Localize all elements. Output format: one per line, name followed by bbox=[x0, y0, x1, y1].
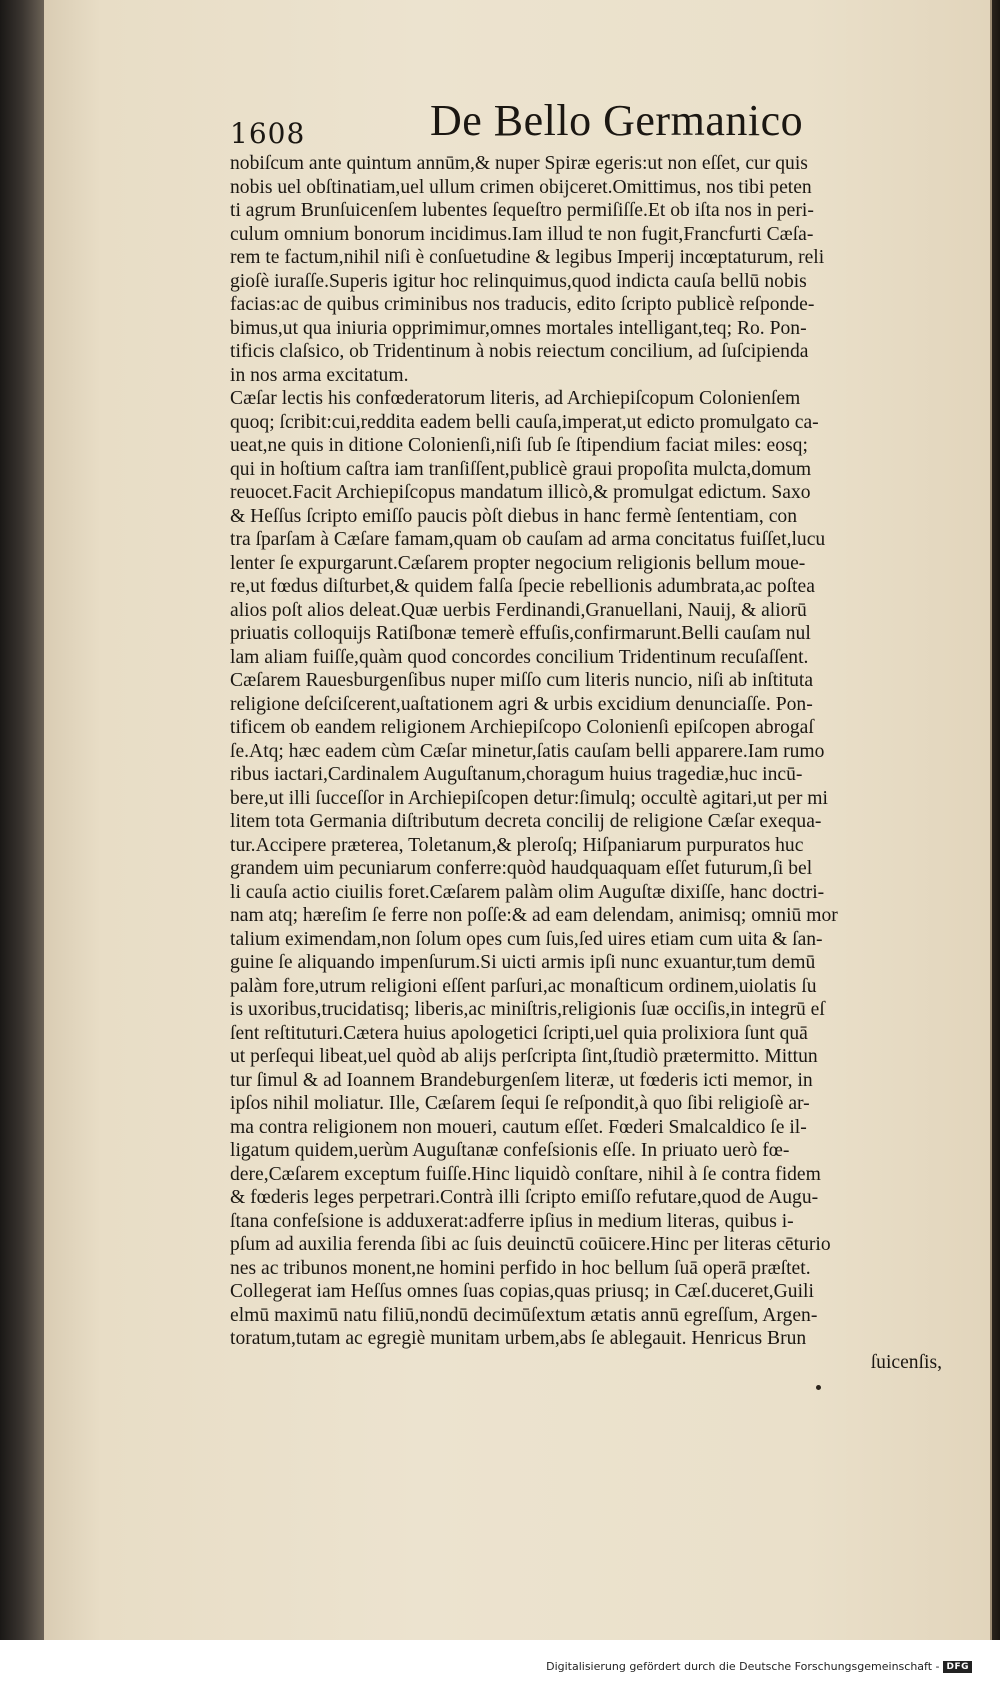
text-line: talium eximendam,non ſolum opes cum ſuis,ſed uires etiam cum uita & ſan- bbox=[230, 928, 823, 950]
text-line: quoq; ſcribit:cui,reddita eadem belli cauſa,imperat,ut edicto promulgato ca- bbox=[230, 411, 819, 433]
text-line: Collegerat iam Heſſus omnes ſuas copias,quas priusq; in Cæſ.duceret,Guili bbox=[230, 1281, 814, 1302]
text-line: nam atq; hæreſim ſe ferre non poſſe:& ad eam delendam, animisq; omniū mor bbox=[230, 905, 838, 926]
text-line: ti agrum Brunſuicenſem lubentes ſequeſtro permiſiſſe.Et ob iſta nos in peri- bbox=[230, 200, 814, 221]
body-text bbox=[230, 152, 942, 1374]
text-line: is uxoribus,trucidatisq; liberis,ac miniſtris,religionis ſuæ occiſis,in integrū eſ bbox=[230, 999, 825, 1020]
text-line: nobiſcum ante quintum annūm,& nuper Spiræ egeris:ut non eſſet, cur quis bbox=[230, 153, 808, 174]
running-head bbox=[230, 95, 930, 155]
text-line: toratum,tutam ac egregiè munitam urbem,abs ſe ablegauit. Henricus Brun bbox=[230, 1328, 807, 1349]
text-line: in nos arma excitatum. bbox=[230, 364, 409, 386]
text-line: bimus,ut qua iniuria opprimimur,omnes mortales intelligant,teq; Ro. Pon- bbox=[230, 317, 807, 339]
text-line: grandem uim pecuniarum conferre:quòd haudquaquam eſſet futurum,ſi bel bbox=[230, 858, 813, 879]
text-line: dere,Cæſarem exceptum fuiſſe.Hinc liquidò conſtare, nihil à ſe contra fidem bbox=[230, 1163, 821, 1185]
text-line: rem te factum,nihil niſi è conſuetudine & legibus Imperij incœptaturum, reli bbox=[230, 247, 825, 268]
text-line: ribus iactari,Cardinalem Auguſtanum,choragum huius tragediæ,huc incū- bbox=[230, 764, 803, 785]
text-line: lam aliam fuiſſe,quàm quod concordes concilium Tridentinum recuſaſſent. bbox=[230, 646, 809, 668]
text-line: tra ſparſam à Cæſare famam,quam ob cauſam ad arma concitatus fuiſſet,lucu bbox=[230, 529, 826, 550]
footer-credit: Digitalisierung gefördert durch die Deutsche Forschungsgemeinschaft - bbox=[546, 1660, 940, 1673]
text-line: ſtana confeſsione is adduxerat:adferre ipſius in medium literas, quibus i- bbox=[230, 1210, 794, 1232]
text-line: ueat,ne quis in ditione Colonienſi,niſi ſub ſe ſtipendium faciat miles: eosq; bbox=[230, 435, 808, 456]
catchword: ſuicenſis, bbox=[870, 1351, 942, 1373]
text-line: & Heſſus ſcripto emiſſo paucis pòſt diebus in hanc fermè ſententiam, con bbox=[230, 505, 797, 527]
book-page bbox=[44, 0, 992, 1640]
text-line: priuatis colloquijs Ratiſbonæ temerè effuſis,confirmarunt.Belli cauſam nul bbox=[230, 623, 811, 644]
running-title: De Bello Germanico bbox=[430, 96, 804, 145]
text-line: ma contra religionem non moueri, cautum eſſet. Fœderi Smalcaldico ſe il- bbox=[230, 1116, 807, 1138]
text-line: gioſè iuraſſe.Superis igitur hoc relinquimus,quod indicta cauſa bellū nobis bbox=[230, 270, 807, 292]
text-line: ſent reſtituturi.Cætera huius apologetici ſcripti,uel quia prolixiora ſunt quā bbox=[230, 1022, 808, 1044]
text-line: tur ſimul & ad Ioannem Brandeburgenſem literæ, ut fœderis icti memor, in bbox=[230, 1069, 813, 1091]
text-line: ligatum quidem,uerùm Auguſtanæ confeſsionis eſſe. In priuato uerò fœ- bbox=[230, 1140, 790, 1161]
text-line: pſum ad auxilia ferenda ſibi ac ſuis deuinctū coūicere.Hinc per literas cēturio bbox=[230, 1234, 831, 1255]
book-binding-edge bbox=[0, 0, 44, 1640]
dfg-logo-icon: DFG bbox=[943, 1661, 972, 1673]
page-number: 1608 bbox=[230, 117, 306, 150]
text-line: alios poſt alios deleat.Quæ uerbis Ferdinandi,Granuellani, Nauij, & aliorū bbox=[230, 599, 807, 621]
text-line: guine ſe aliquando impenſurum.Si uicti armis ipſi nunc exuantur,tum demū bbox=[230, 952, 816, 973]
text-line: qui in hoſtium caſtra iam tranſiſſent,publicè graui propoſita mulcta,domum bbox=[230, 458, 812, 480]
text-line: ut perſequi libeat,uel quòd ab alijs perſcripta ſint,ſtudiò prætermitto. Mittun bbox=[230, 1046, 818, 1067]
text-line: facias:ac de quibus criminibus nos traducis, edito ſcripto publicè reſponde- bbox=[230, 294, 815, 315]
digitization-footer bbox=[0, 1640, 1000, 1683]
text-line: li cauſa actio ciuilis foret.Cæſarem palàm olim Auguſtæ dixiſſe, hanc doctri- bbox=[230, 881, 825, 903]
ink-speck bbox=[816, 1385, 821, 1390]
text-line: bere,ut illi ſucceſſor in Archiepiſcopen detur:ſimulq; occultè agitari,ut per mi bbox=[230, 787, 828, 809]
text-line: elmū maximū natu filiū,nondū decimūſextum ætatis annū egreſſum, Argen- bbox=[230, 1304, 818, 1326]
text-line: ſe.Atq; hæc eadem cùm Cæſar minetur,ſatis cauſam belli apparere.Iam rumo bbox=[230, 740, 825, 762]
text-line: litem tota Germania diſtributum decreta concilij de religione Cæſar exequa- bbox=[230, 811, 822, 832]
text-line: lenter ſe expurgarunt.Cæſarem propter negocium religionis bellum moue- bbox=[230, 552, 806, 574]
text-line: re,ut fœdus diſturbet,& quidem falſa ſpecie rebellionis adumbrata,ac poſtea bbox=[230, 576, 815, 597]
text-line: Cæſar lectis his confœderatorum literis, ad Archiepiſcopum Colonienſem bbox=[230, 388, 801, 409]
text-line: nobis uel obſtinatiam,uel ullum crimen obijceret.Omittimus, nos tibi peten bbox=[230, 176, 812, 198]
text-line: tificem ob eandem religionem Archiepiſcopo Colonienſi epiſcopen abrogaſ bbox=[230, 717, 814, 738]
text-line: reuocet.Facit Archiepiſcopus mandatum illicò,& promulgat edictum. Saxo bbox=[230, 482, 811, 503]
text-line: Cæſarem Rauesburgenſibus nuper miſſo cum literis nuncio, niſi ab inſtituta bbox=[230, 670, 814, 691]
text-line: nes ac tribunos monent,ne homini perfido in hoc bellum ſuā operā præſtet. bbox=[230, 1257, 811, 1279]
text-line: religione deſciſcerent,uaſtationem agri & urbis excidium denunciaſſe. Pon- bbox=[230, 693, 813, 715]
text-line: & fœderis leges perpetrari.Contrà illi ſcripto emiſſo refutare,quod de Augu- bbox=[230, 1187, 819, 1208]
text-line: palàm fore,utrum religioni eſſent parſuri,ac monaſticum ordinem,uiolatis ſu bbox=[230, 975, 817, 997]
text-line: culum omnium bonorum incidimus.Iam illud te non fugit,Francfurti Cæſa- bbox=[230, 223, 814, 245]
text-line: tur.Accipere præterea, Toletanum,& pleroſq; Hiſpaniarum purpuratos huc bbox=[230, 834, 804, 856]
text-line: ipſos nihil moliatur. Ille, Cæſarem ſequi ſe reſpondit,à quo ſibi religioſè ar- bbox=[230, 1093, 810, 1114]
text-line: tificis claſsico, ob Tridentinum à nobis reiectum concilium, ad ſuſcipienda bbox=[230, 341, 809, 362]
